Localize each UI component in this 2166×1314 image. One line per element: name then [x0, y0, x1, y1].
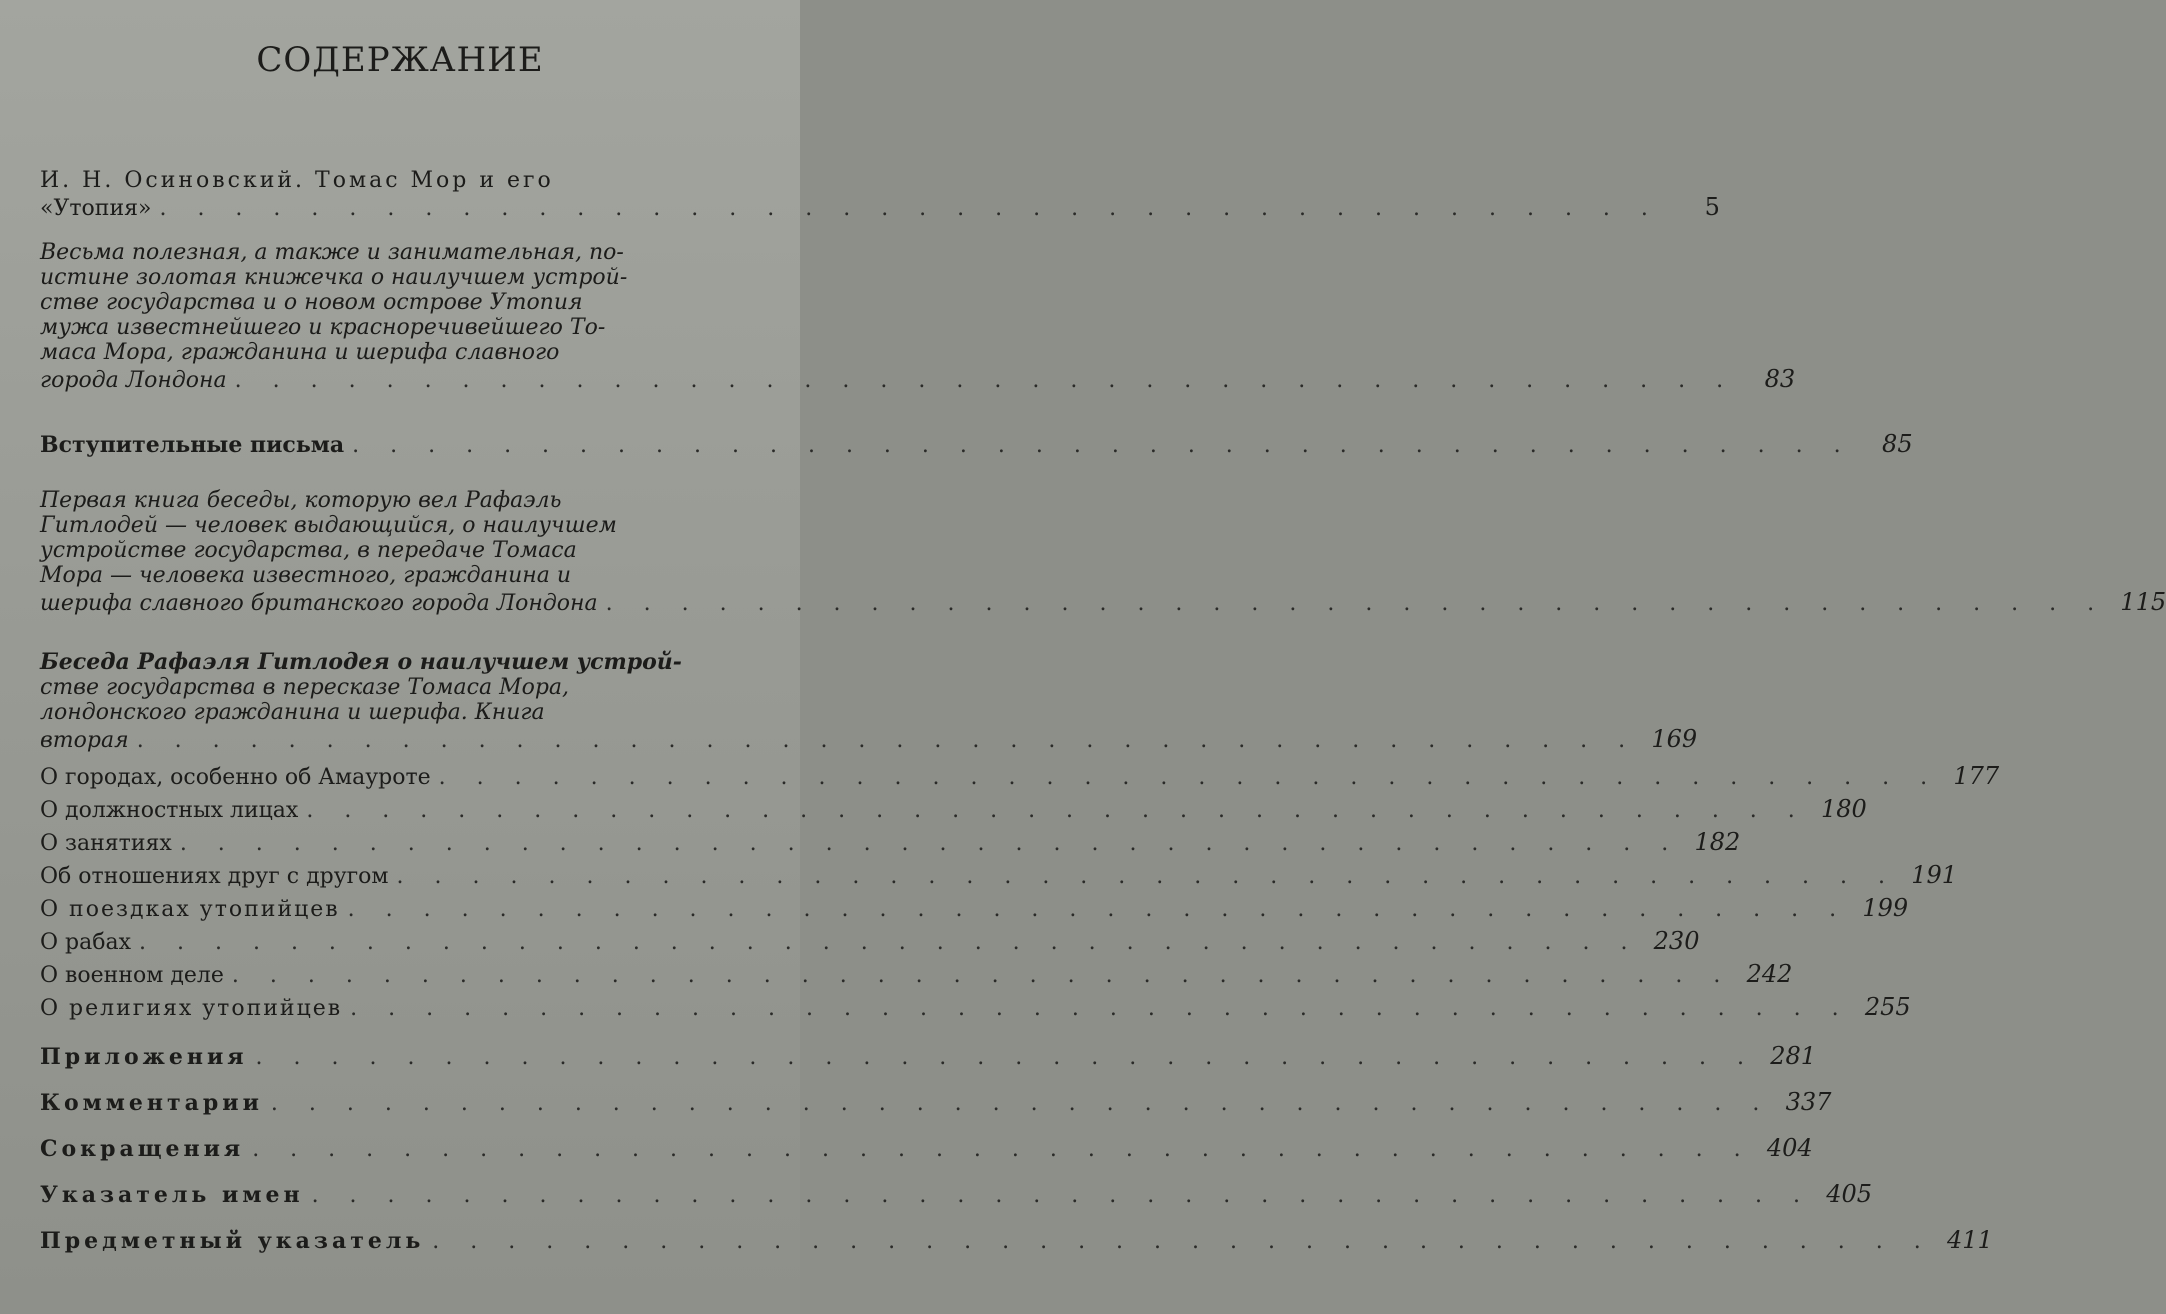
- appendix-item: [40, 1134, 1813, 1180]
- dot-leader: . . . . . . . . . . . . . . . . . . . . . . . . . . . . . . . . . . . . . . . .: [432, 1229, 1933, 1254]
- dot-leader: . . . . . . . . . . . . . . . . . . . . . . . . . . . . . . . . . . . . . . . .: [139, 930, 1640, 955]
- appendix-list: [40, 1042, 1993, 1272]
- dot-leader: . . . . . . . . . . . . . . . . . . . . . . . . . . . . . . . . . . . . . . . .: [159, 196, 1660, 221]
- chapter-item: [40, 960, 1793, 993]
- page-number: 115: [2120, 588, 2166, 616]
- page-number: 404: [1766, 1134, 1813, 1162]
- appendix-item: [40, 1180, 1873, 1226]
- toc-entry-tail: «Утопия»: [40, 196, 152, 221]
- toc-entry-text: стве государства и о новом острове Утопия: [40, 290, 583, 315]
- toc-entry-text: Первая книга беседы, которую вел Рафаэль: [40, 488, 562, 513]
- toc-entry-text: лондонского гражданина и шерифа. Книга: [40, 700, 545, 725]
- chapter-title: Об отношениях друг с другом: [40, 864, 389, 889]
- dot-leader: . . . . . . . . . . . . . . . . . . . . . . . . . . . . . . . . . . . . . . . .: [438, 765, 1940, 790]
- page-number: 169: [1651, 725, 1698, 753]
- appendix-item: [40, 1226, 1993, 1272]
- page-number: 199: [1862, 894, 1909, 922]
- toc-entry-book-two: [40, 649, 1698, 753]
- dot-leader: . . . . . . . . . . . . . . . . . . . . . . . . . . . . . . . . . . . . . . . .: [234, 368, 1736, 393]
- page-number: 5: [1704, 193, 1720, 221]
- dot-leader: . . . . . . . . . . . . . . . . . . . . . . . . . . . . . . . . . . . . . . . .: [396, 864, 1898, 889]
- chapter-title: О занятиях: [40, 831, 172, 856]
- chapter-item: [40, 993, 1911, 1026]
- toc-entry-last-line: [40, 365, 1796, 393]
- chapter-title: О поездках утопийцев: [40, 897, 340, 922]
- page-title: СОДЕРЖАНИЕ: [256, 40, 544, 80]
- toc-entry-text: Гитлодей — человек выдающийся, о наилучшем: [40, 513, 617, 538]
- chapter-title: О городах, особенно об Амауроте: [40, 765, 431, 790]
- dot-leader: . . . . . . . . . . . . . . . . . . . . . . . . . . . . . . . . . . . . . . . .: [252, 1137, 1753, 1162]
- page-number: 85: [1882, 430, 1913, 458]
- toc-entry-tail: города Лондона: [40, 368, 227, 393]
- toc-entry-text: устройстве государства, в передаче Томаса: [40, 538, 577, 563]
- toc-entry-text: Мора — человека известного, гражданина и: [40, 563, 572, 588]
- page-number: 255: [1864, 993, 1911, 1021]
- toc-entry-tail: Вступительные письма: [40, 432, 345, 458]
- dot-leader: . . . . . . . . . . . . . . . . . . . . . . . . . . . . . . . . . . . . . . . .: [352, 433, 1853, 458]
- dot-leader: . . . . . . . . . . . . . . . . . . . . . . . . . . . . . . . . . . . . . . . .: [347, 897, 1849, 922]
- toc-entry-text: мужа известнейшего и красноречивейшего То-: [40, 315, 606, 340]
- dot-leader: . . . . . . . . . . . . . . . . . . . . . . . . . . . . . . . . . . . . . . . .: [311, 1183, 1813, 1208]
- toc-entry-osinovsky: [40, 168, 1720, 221]
- dot-leader: . . . . . . . . . . . . . . . . . . . . . . . . . . . . . . . . . . . . . . . .: [270, 1091, 1772, 1116]
- chapter-item: [40, 894, 1909, 927]
- chapter-item: [40, 927, 1700, 960]
- toc-entry-text: И. Н. Осиновский. Томас Мор и его: [40, 168, 554, 193]
- toc-entry-tail: шерифа славного британского города Лондона: [40, 591, 598, 616]
- page-number: 182: [1694, 828, 1741, 856]
- page-number: 180: [1820, 795, 1867, 823]
- toc-entry-last-line: [40, 725, 1698, 753]
- chapter-item: [40, 795, 1867, 828]
- page-number: 405: [1826, 1180, 1873, 1208]
- appendix-title: Приложения: [40, 1044, 248, 1070]
- toc-entry-text: истине золотая книжечка о наилучшем устрой-: [40, 265, 628, 290]
- page-number: 337: [1785, 1088, 1832, 1116]
- chapter-list: [40, 762, 2000, 1026]
- appendix-title: Указатель имен: [40, 1182, 304, 1208]
- toc-entry-last-line: [40, 588, 2166, 616]
- toc-entry-text: маса Мора, гражданина и шерифа славного: [40, 340, 560, 365]
- page-number: 281: [1770, 1042, 1817, 1070]
- appendix-item: [40, 1042, 1817, 1088]
- dot-leader: . . . . . . . . . . . . . . . . . . . . . . . . . . . . . . . . . . . . . . . .: [605, 591, 2107, 616]
- appendix-title: Предметный указатель: [40, 1228, 425, 1254]
- appendix-title: Комментарии: [40, 1090, 263, 1116]
- chapter-item: [40, 828, 1741, 861]
- chapter-item: [40, 861, 1958, 894]
- appendix-item: [40, 1088, 1832, 1134]
- toc-entry-last-line: [40, 430, 1913, 458]
- toc-entry-title-of-book: [40, 240, 1796, 393]
- toc-entry-letters: [40, 430, 1913, 458]
- dot-leader: . . . . . . . . . . . . . . . . . . . . . . . . . . . . . . . . . . . . . . . .: [179, 831, 1681, 856]
- dot-leader: . . . . . . . . . . . . . . . . . . . . . . . . . . . . . . . . . . . . . . . .: [255, 1045, 1757, 1070]
- page-number: 83: [1764, 365, 1796, 393]
- toc-entry-last-line: [40, 193, 1720, 221]
- chapter-title: О военном деле: [40, 963, 224, 988]
- chapter-title: О должностных лицах: [40, 798, 299, 823]
- page-number: 230: [1653, 927, 1700, 955]
- dot-leader: . . . . . . . . . . . . . . . . . . . . . . . . . . . . . . . . . . . . . . . .: [350, 996, 1851, 1021]
- chapter-item: [40, 762, 2000, 795]
- page-number: 242: [1746, 960, 1793, 988]
- page-number: 191: [1911, 861, 1958, 889]
- page-number: 411: [1946, 1226, 1993, 1254]
- dot-leader: . . . . . . . . . . . . . . . . . . . . . . . . . . . . . . . . . . . . . . . .: [306, 798, 1807, 823]
- toc-entry-text: Весьма полезная, а также и занимательная, по-: [40, 240, 624, 265]
- toc-entry-text: Беседа Рафаэля Гитлодея о наилучшем устрой-: [40, 649, 682, 675]
- toc-entry-text: стве государства в пересказе Томаса Мора,: [40, 675, 570, 700]
- chapter-title: О религиях утопийцев: [40, 996, 343, 1021]
- page-number: 177: [1953, 762, 2000, 790]
- appendix-title: Сокращения: [40, 1136, 245, 1162]
- dot-leader: . . . . . . . . . . . . . . . . . . . . . . . . . . . . . . . . . . . . . . . .: [136, 728, 1638, 753]
- chapter-title: О рабах: [40, 930, 131, 955]
- dot-leader: . . . . . . . . . . . . . . . . . . . . . . . . . . . . . . . . . . . . . . . .: [231, 963, 1733, 988]
- toc-entry-book-one: [40, 488, 2166, 616]
- toc-entry-tail: вторая: [40, 728, 129, 753]
